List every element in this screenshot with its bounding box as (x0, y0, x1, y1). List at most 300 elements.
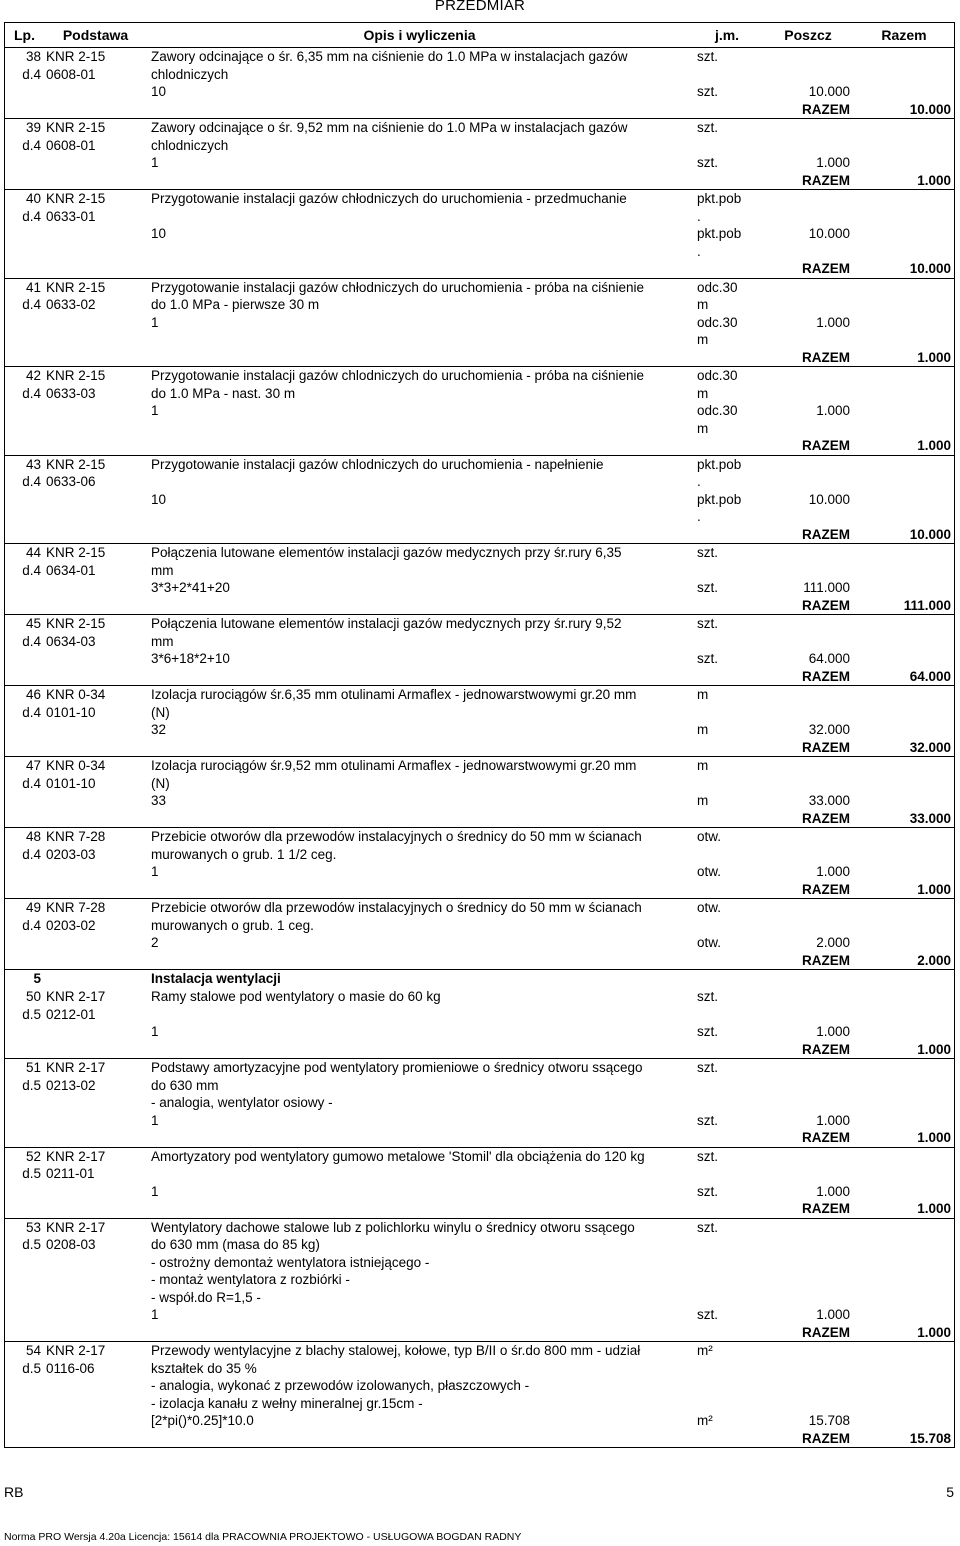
razem-label: RAZEM (802, 739, 850, 755)
quantity-value: 10.000 (808, 491, 850, 507)
razem-value: 1.000 (917, 1324, 951, 1340)
quantity-value: 1.000 (816, 1024, 850, 1039)
empty-cell (5, 154, 44, 172)
item-razem (854, 988, 954, 1006)
empty-cell (854, 314, 954, 332)
item-catalog-position: 0211-01 (46, 1166, 95, 1181)
empty-cell (44, 668, 147, 686)
quantity-unit: m² (697, 1413, 713, 1428)
item-razem (854, 1342, 954, 1360)
item-number: 54 (25, 1343, 41, 1358)
table-header (5, 23, 954, 48)
table-row (5, 208, 954, 226)
item-razem (854, 1377, 954, 1395)
item-number: 41 (25, 279, 41, 295)
item-poszcz (762, 1254, 854, 1272)
quantity-expression: 3*3+2*41+20 (151, 580, 230, 595)
item-description: Zawory odcinające o śr. 6,35 mm na ciśnienie do 1.0 MPa w instalacjach gazów (151, 49, 628, 64)
quantity-expression: 1 (151, 314, 159, 330)
empty-cell (44, 491, 147, 509)
item-catalog-position (44, 1289, 147, 1307)
item-razem (854, 1165, 954, 1183)
list-item (5, 190, 954, 279)
item-poszcz (762, 385, 854, 403)
empty-cell (147, 597, 697, 615)
razem-value: 15.708 (909, 1430, 951, 1446)
item-description: kształtek do 35 % (151, 1360, 257, 1376)
razem-label: RAZEM (802, 349, 850, 365)
header-opis: Opis i wyliczenia (363, 27, 476, 43)
item-unit: otw. (697, 900, 722, 915)
table-row (5, 385, 954, 403)
table-row (5, 704, 954, 722)
item-catalog-position (44, 1271, 147, 1289)
quantity-unit: m (697, 722, 709, 737)
empty-cell (5, 172, 44, 190)
item-unit: odc.30 (697, 279, 738, 295)
table-row (5, 137, 954, 155)
quantity-value: 32.000 (808, 722, 850, 737)
empty-cell (44, 739, 147, 757)
item-poszcz (762, 615, 854, 633)
item-description: Podstawy amortyzacyjne pod wentylatory promieniowe o średnicy otworu ssącego (151, 1060, 643, 1075)
table-row (5, 792, 954, 810)
empty-cell (5, 721, 44, 739)
item-catalog: KNR 2-15 (46, 545, 106, 560)
quantity-expression: 1 (151, 1112, 159, 1128)
item-razem (854, 279, 954, 297)
item-unit: szt. (697, 1219, 719, 1235)
razem-label: RAZEM (802, 952, 850, 968)
header-jm: j.m. (714, 27, 740, 43)
item-unit (697, 1377, 762, 1395)
table-row (5, 420, 954, 438)
empty-cell (147, 420, 697, 438)
empty-cell (854, 243, 954, 261)
table-row (5, 846, 954, 864)
empty-cell (5, 1112, 44, 1130)
table-row (5, 597, 954, 615)
item-razem (854, 456, 954, 474)
table-row (5, 260, 954, 278)
razem-value: 32.000 (909, 739, 951, 755)
quantity-unit-cont: m (697, 332, 709, 347)
empty-cell (697, 437, 762, 455)
item-number: 53 (25, 1219, 41, 1235)
quantity-unit: szt. (697, 651, 719, 666)
quantity-value: 64.000 (808, 651, 850, 666)
item-unit (697, 66, 762, 84)
razem-label: RAZEM (802, 172, 850, 188)
item-poszcz (762, 119, 854, 137)
item-description: - izolacja kanału z wełny mineralnej gr.15cm - (151, 1395, 423, 1411)
item-razem (854, 615, 954, 633)
item-description: murowanych o grub. 1 1/2 ceg. (151, 846, 337, 862)
item-razem (854, 1094, 954, 1112)
razem-value: 1.000 (917, 438, 951, 453)
item-description: Amortyzatory pod wentylatory gumowo metalowe 'Stomil' dla obciążenia do 120 kg (151, 1148, 645, 1164)
item-number: 44 (25, 545, 41, 560)
empty-cell (854, 934, 954, 952)
item-razem (854, 1236, 954, 1254)
item-catalog-position: 0633-01 (46, 208, 96, 224)
item-poszcz (762, 1077, 854, 1095)
quantity-expression: 3*6+18*2+10 (151, 651, 230, 666)
item-catalog-position: 0608-01 (46, 137, 96, 153)
empty-cell (5, 243, 44, 261)
section-row (5, 970, 954, 988)
item-unit (697, 1165, 762, 1183)
list-item (5, 1148, 954, 1219)
item-poszcz (762, 367, 854, 385)
table-row (5, 828, 954, 846)
quantity-expression: 10 (151, 491, 167, 507)
razem-value: 2.000 (917, 952, 951, 968)
empty-cell (854, 1306, 954, 1324)
item-razem (854, 775, 954, 793)
empty-cell (854, 1112, 954, 1130)
empty-cell (697, 810, 762, 828)
item-number: 38 (25, 49, 41, 64)
empty-cell (5, 491, 44, 509)
table-row (5, 314, 954, 332)
table-row (5, 615, 954, 633)
item-razem (854, 66, 954, 84)
item-poszcz (762, 1289, 854, 1307)
empty-cell (147, 331, 697, 349)
item-razem (854, 385, 954, 403)
empty-cell (5, 934, 44, 952)
item-razem (854, 208, 954, 226)
item-unit: pkt.pob (697, 456, 742, 472)
empty-cell (697, 597, 762, 615)
razem-label: RAZEM (802, 101, 850, 117)
list-item (5, 757, 954, 828)
header-razem: Razem (881, 27, 927, 43)
item-unit: szt. (697, 1148, 719, 1164)
item-chapter (5, 1271, 44, 1289)
razem-value: 33.000 (909, 810, 951, 826)
item-unit (697, 1395, 762, 1413)
empty-cell (854, 508, 954, 526)
item-description: do 1.0 MPa - nast. 30 m (151, 385, 296, 401)
table-row (5, 1342, 954, 1360)
quantity-unit: odc.30 (697, 314, 738, 330)
item-chapter: d.4 (22, 474, 41, 489)
item-catalog: KNR 2-17 (46, 989, 106, 1004)
empty-cell (854, 579, 954, 597)
empty-cell (5, 225, 44, 243)
item-description: Przewody wentylacyjne z blachy stalowej, kołowe, typ B/II o śr.do 800 mm - udział (151, 1343, 641, 1358)
list-item (5, 456, 954, 545)
razem-value: 1.000 (917, 1130, 951, 1145)
empty-cell (854, 331, 954, 349)
quantity-unit: otw. (697, 935, 722, 950)
empty-cell (697, 1430, 762, 1448)
item-chapter (5, 1395, 44, 1413)
item-chapter: d.4 (22, 137, 41, 153)
table-row (5, 1360, 954, 1378)
razem-label: RAZEM (802, 668, 850, 684)
table-row (5, 48, 954, 66)
item-poszcz (762, 473, 854, 491)
item-poszcz (762, 296, 854, 314)
item-catalog-position: 0633-02 (46, 297, 96, 312)
table-row (5, 1254, 954, 1272)
empty-cell (44, 721, 147, 739)
empty-cell (5, 1324, 44, 1342)
table-body-section-4 (5, 48, 954, 970)
empty-cell (697, 881, 762, 899)
empty-cell (697, 172, 762, 190)
quantity-expression: 10 (151, 84, 167, 99)
empty-cell (697, 526, 762, 544)
item-description: - ostrożny demontaż wentylatora istniejącego - (151, 1254, 430, 1270)
item-unit (697, 1094, 762, 1112)
item-poszcz (762, 1219, 854, 1237)
item-poszcz (762, 1377, 854, 1395)
item-description: - analogia, wentylator osiowy - (151, 1095, 333, 1110)
item-catalog: KNR 0-34 (46, 687, 106, 702)
empty-cell (44, 1324, 147, 1342)
empty-cell (5, 101, 44, 119)
empty-cell (5, 1412, 44, 1430)
header-poszcz: Poszcz (784, 27, 832, 43)
item-number: 40 (25, 191, 41, 206)
table-row (5, 225, 954, 243)
item-catalog-position: 0634-03 (46, 633, 96, 649)
empty-cell (697, 668, 762, 686)
list-item (5, 1342, 954, 1448)
empty-cell (854, 792, 954, 810)
table-row (5, 1112, 954, 1130)
table-row (5, 1077, 954, 1095)
quantity-expression: 33 (151, 793, 167, 808)
quantity-value: 1.000 (816, 155, 850, 170)
list-item (5, 899, 954, 970)
item-chapter (5, 1094, 44, 1112)
item-razem (854, 296, 954, 314)
empty-cell (44, 83, 147, 101)
table-row (5, 633, 954, 651)
table-row (5, 1200, 954, 1218)
empty-cell (44, 1041, 147, 1059)
quantity-unit: szt. (697, 1024, 719, 1039)
empty-cell (44, 597, 147, 615)
item-unit: m² (697, 1343, 713, 1358)
item-unit: . (697, 474, 701, 489)
table-row (5, 1219, 954, 1237)
item-description: - współ.do R=1,5 - (151, 1289, 261, 1305)
item-razem (854, 190, 954, 208)
quantity-unit: szt. (697, 1112, 719, 1128)
item-poszcz (762, 775, 854, 793)
table-row (5, 1041, 954, 1059)
item-razem (854, 473, 954, 491)
quantity-unit: szt. (697, 1183, 719, 1199)
empty-cell (697, 1324, 762, 1342)
razem-value: 1.000 (917, 1041, 951, 1057)
table-row (5, 473, 954, 491)
empty-cell (697, 739, 762, 757)
razem-label: RAZEM (802, 810, 850, 826)
empty-cell (44, 243, 147, 261)
item-catalog: KNR 2-15 (46, 368, 106, 383)
item-description: Przebicie otworów dla przewodów instalacyjnych o średnicy do 50 mm w ścianach (151, 829, 642, 844)
empty-cell (5, 650, 44, 668)
table-row (5, 934, 954, 952)
quantity-unit: otw. (697, 864, 722, 879)
empty-cell (147, 739, 697, 757)
table-row (5, 172, 954, 190)
table-row (5, 1059, 954, 1077)
table-row (5, 296, 954, 314)
empty-cell (44, 402, 147, 420)
item-chapter: d.5 (22, 1077, 41, 1093)
table-row (5, 1023, 954, 1041)
empty-cell (147, 668, 697, 686)
item-unit: pkt.pob (697, 191, 742, 206)
item-unit: m (697, 758, 709, 773)
item-poszcz (762, 1395, 854, 1413)
empty-cell (44, 863, 147, 881)
empty-cell (147, 437, 697, 455)
empty-cell (5, 526, 44, 544)
table-row (5, 456, 954, 474)
item-razem (854, 846, 954, 864)
table-row (5, 526, 954, 544)
item-number: 48 (25, 829, 41, 844)
table-row (5, 1236, 954, 1254)
empty-cell (5, 881, 44, 899)
empty-cell (147, 508, 697, 526)
item-unit (697, 704, 762, 722)
empty-cell (5, 1023, 44, 1041)
empty-cell (147, 526, 697, 544)
table-row (5, 544, 954, 562)
empty-cell (5, 314, 44, 332)
quantity-value: 33.000 (808, 793, 850, 808)
razem-label: RAZEM (802, 1130, 850, 1145)
quantity-value: 111.000 (803, 580, 850, 595)
item-catalog: KNR 2-17 (46, 1219, 106, 1235)
empty-cell (44, 420, 147, 438)
empty-cell (854, 1412, 954, 1430)
razem-value: 64.000 (909, 668, 951, 684)
section-number: 5 (33, 971, 41, 986)
item-number: 42 (25, 368, 41, 383)
empty-cell (854, 1023, 954, 1041)
item-chapter: d.4 (22, 917, 41, 933)
empty-cell (147, 101, 697, 119)
list-item (5, 367, 954, 456)
quantity-expression: 1 (151, 1024, 159, 1039)
item-description: - montaż wentylatora z rozbiórki - (151, 1272, 350, 1287)
item-description: Wentylatory dachowe stalowe lub z polichlorku winylu o średnicy otworu ssącego (151, 1219, 635, 1235)
list-item (5, 1219, 954, 1343)
item-unit (697, 633, 762, 651)
quantity-value: 1.000 (816, 403, 850, 418)
empty-cell (5, 1183, 44, 1201)
item-unit (697, 1236, 762, 1254)
table-row (5, 66, 954, 84)
item-catalog-position (44, 1094, 147, 1112)
quantity-expression: 1 (151, 1183, 159, 1199)
empty-cell (44, 952, 147, 970)
empty-cell (44, 1430, 147, 1448)
empty-cell (147, 881, 697, 899)
empty-cell (762, 331, 854, 349)
item-chapter: d.4 (22, 704, 41, 720)
item-description: do 630 mm (151, 1077, 219, 1093)
table-row (5, 579, 954, 597)
razem-value: 1.000 (917, 881, 951, 897)
item-catalog: KNR 2-15 (46, 279, 106, 295)
razem-value: 10.000 (909, 526, 951, 542)
table-row (5, 508, 954, 526)
table-row (5, 1129, 954, 1147)
empty-cell (147, 810, 697, 828)
razem-value: 1.000 (917, 172, 951, 188)
item-catalog: KNR 2-15 (46, 191, 106, 206)
item-description: chlodniczych (151, 66, 229, 82)
list-item (5, 988, 954, 1059)
list-item (5, 119, 954, 190)
razem-value: 1.000 (917, 1201, 951, 1216)
item-chapter: d.5 (22, 1006, 41, 1022)
empty-cell (697, 260, 762, 278)
quantity-unit: szt. (697, 84, 719, 99)
quantity-value: 1.000 (816, 1307, 850, 1322)
item-unit: m (697, 687, 709, 702)
empty-cell (44, 154, 147, 172)
item-unit (697, 1289, 762, 1307)
empty-cell (44, 1129, 147, 1147)
item-description: - analogia, wykonać z przewodów izolowanych, płaszczowych - (151, 1378, 530, 1393)
table-row (5, 757, 954, 775)
table-row (5, 367, 954, 385)
table-row (5, 1395, 954, 1413)
item-chapter (5, 1289, 44, 1307)
quantity-unit: szt. (697, 580, 719, 595)
table-row (5, 1271, 954, 1289)
item-chapter: d.5 (22, 1166, 41, 1181)
empty-cell (44, 1306, 147, 1324)
item-poszcz (762, 757, 854, 775)
page-number: 5 (946, 1484, 954, 1500)
item-razem (854, 917, 954, 935)
item-catalog-position (44, 1395, 147, 1413)
list-item (5, 544, 954, 615)
quantity-expression: 2 (151, 935, 159, 950)
empty-cell (44, 260, 147, 278)
razem-label: RAZEM (802, 597, 850, 613)
razem-value: 10.000 (909, 101, 951, 117)
item-razem (854, 633, 954, 651)
item-catalog-position: 0101-10 (46, 775, 96, 791)
quantity-expression: 1 (151, 155, 159, 170)
item-poszcz (762, 48, 854, 66)
empty-cell (44, 792, 147, 810)
quantity-unit: pkt.pob (697, 226, 742, 241)
empty-cell (147, 1324, 697, 1342)
item-catalog-position: 0101-10 (46, 704, 96, 720)
table-row (5, 349, 954, 367)
item-catalog: KNR 2-17 (46, 1343, 106, 1358)
item-catalog: KNR 2-15 (46, 120, 106, 135)
item-chapter: d.4 (22, 208, 41, 224)
item-poszcz (762, 190, 854, 208)
